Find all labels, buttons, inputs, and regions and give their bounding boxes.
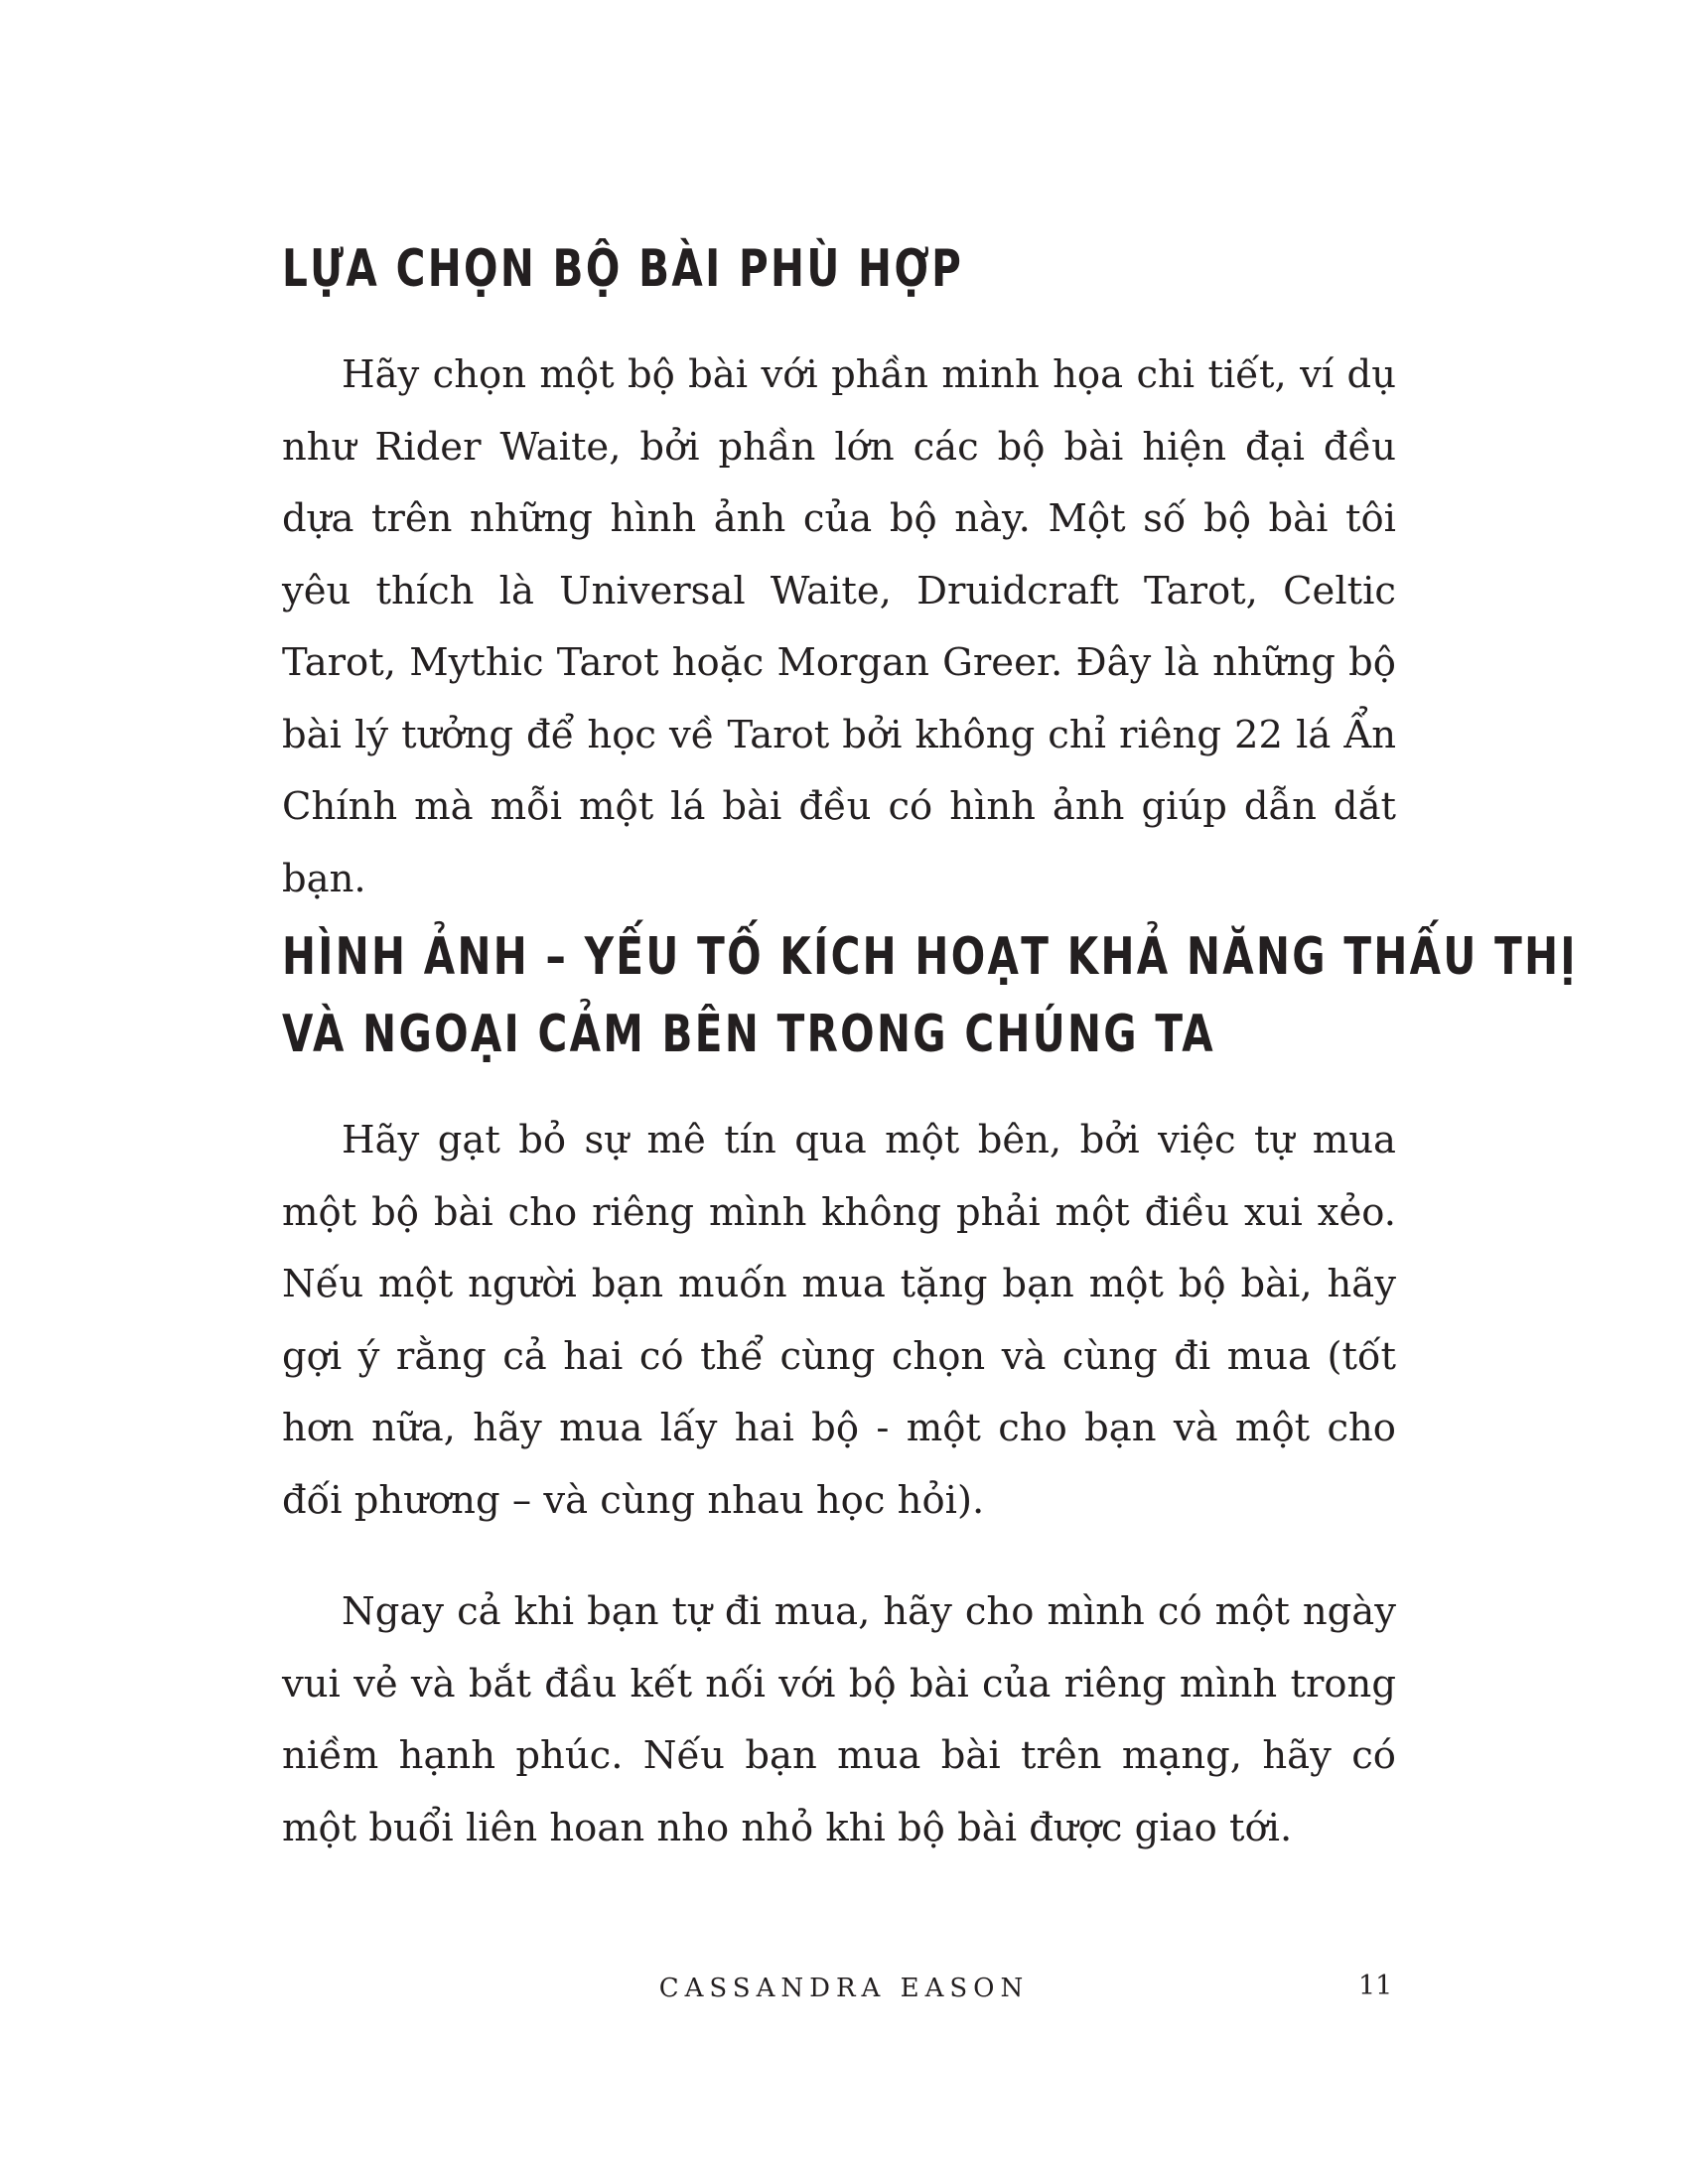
heading-line: HÌNH ẢNH – YẾU TỐ KÍCH HOẠT KHẢ NĂNG THẤU THỊ bbox=[282, 927, 1578, 987]
heading-line: LỰA CHỌN BỘ BÀI PHÙ HỢP bbox=[282, 239, 964, 299]
section-heading-choosing-deck bbox=[282, 230, 1165, 308]
paragraph-buying-deck: Ngay cả khi bạn tự đi mua, hãy cho mình có một ngày vui vẻ và bắt đầu kết nối với bộ bài của riêng mình trong niềm hạnh phúc. Nếu bạn mua bài trên mạng, hãy có một buổi liên hoan nho nhỏ khi bộ bài được giao tới. bbox=[282, 1589, 1396, 1850]
paragraph-superstition: Hãy gạt bỏ sự mê tín qua một bên, bởi việc tự mua một bộ bài cho riêng mình không phải một điều xui xẻo. Nếu một người bạn muốn mua tặng bạn một bộ bài, hãy gợi ý rằng cả hai có thể cùng chọn và cùng đi mua (tốt hơn nữa, hãy mua lấy hai bộ - một cho bạn và một cho đối phương – và cùng nhau học hỏi). bbox=[282, 1118, 1396, 1523]
heading-line: VÀ NGOẠI CẢM BÊN TRONG CHÚNG TA bbox=[282, 1005, 1215, 1064]
page-number: 11 bbox=[1358, 1971, 1393, 2001]
footer-author: CASSANDRA EASON bbox=[658, 1974, 1030, 2003]
section-heading-images bbox=[282, 918, 1578, 1073]
paragraph-choosing-deck: Hãy chọn một bộ bài với phần minh họa chi tiết, ví dụ như Rider Waite, bởi phần lớn các bộ bài hiện đại đều dựa trên những hình ảnh của bộ này. Một số bộ bài tôi yêu thích là Universal Waite, Druidcraft Tarot, Celtic Tarot, Mythic Tarot hoặc Morgan Greer. Đây là những bộ bài lý tưởng để học về Tarot bởi không chỉ riêng 22 lá Ẩn Chính mà mỗi một lá bài đều có hình ảnh giúp dẫn dắt bạn. bbox=[282, 352, 1396, 901]
